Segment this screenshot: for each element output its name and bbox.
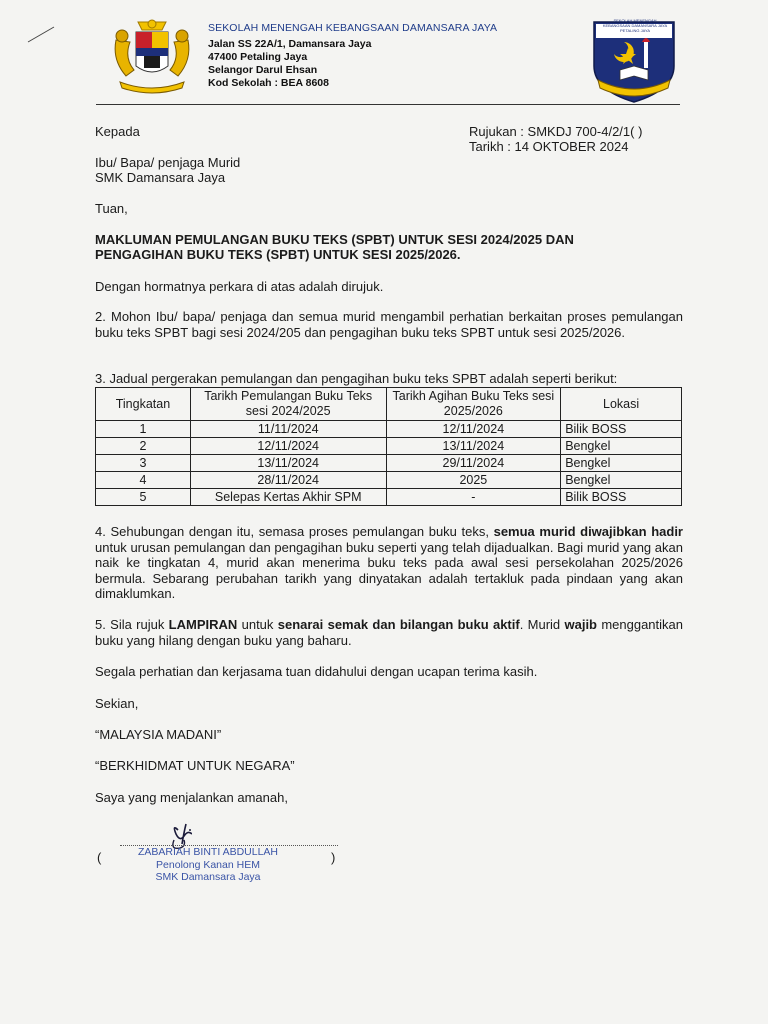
table-cell: Selepas Kertas Akhir SPM — [190, 489, 386, 506]
stamp-title: Penolong Kanan HEM — [156, 859, 260, 871]
address-line: Jalan SS 22A/1, Damansara Jaya — [208, 38, 372, 50]
stamp-school: SMK Damansara Jaya — [155, 871, 261, 883]
table-row — [96, 438, 682, 455]
signature-paren: ( — [97, 850, 102, 865]
table-row — [96, 455, 682, 472]
table-cell: 2025 — [386, 472, 561, 489]
salutation: Tuan, — [95, 201, 128, 216]
table-cell: Bilik BOSS — [561, 421, 682, 438]
address-line: 47400 Petaling Jaya — [208, 51, 308, 63]
table-cell: - — [386, 489, 561, 506]
table-cell: 29/11/2024 — [386, 455, 561, 472]
badge-inscription: SEKOLAH MENENGAH KEBANGSAAN DAMANSARA JAYA PETALING JAYA — [602, 18, 668, 33]
subject-title: MAKLUMAN PEMULANGAN BUKU TEKS (SPBT) UNTUK SESI 2024/2025 DAN — [95, 232, 574, 247]
amanah-line: Saya yang menjalankan amanah, — [95, 790, 288, 805]
column-header: Lokasi — [561, 388, 682, 421]
address-line: Selangor Darul Ehsan — [208, 64, 318, 76]
recipient-line: Ibu/ Bapa/ penjaga Murid — [95, 155, 241, 170]
opening-line: Dengan hormatnya perkara di atas adalah dirujuk. — [95, 279, 384, 294]
table-cell: 4 — [96, 472, 191, 489]
paragraph-text: 4. Sehubungan dengan itu, semasa proses pemulangan buku teks, — [95, 524, 494, 539]
table-cell: 1 — [96, 421, 191, 438]
school-code: Kod Sekolah : BEA 8608 — [208, 77, 329, 89]
letter-date: Tarikh : 14 OKTOBER 2024 — [469, 139, 629, 154]
paragraph-text: . Murid — [519, 617, 565, 632]
paragraph-text: menggantikan buku yang hilang dengan buku yang baharu. — [95, 617, 683, 648]
emphasis-text: LAMPIRAN — [168, 617, 238, 632]
table-cell: 3 — [96, 455, 191, 472]
pen-mark — [28, 27, 54, 43]
slogan: “MALAYSIA MADANI” — [95, 727, 222, 742]
emphasis-text: semua murid diwajibkan hadir — [493, 524, 683, 539]
table-cell: 13/11/2024 — [386, 438, 561, 455]
reference-number: Rujukan : SMKDJ 700-4/2/1( ) — [469, 124, 643, 139]
table-cell: 12/11/2024 — [190, 438, 386, 455]
slogan: “BERKHIDMAT UNTUK NEGARA” — [95, 758, 295, 773]
table-header-row — [96, 388, 682, 421]
closing-line: Segala perhatian dan kerjasama tuan didahului dengan ucapan terima kasih. — [95, 664, 538, 679]
paragraph-5 — [95, 617, 683, 648]
coat-of-arms-logo — [108, 16, 196, 96]
paragraph-2: 2. Mohon Ibu/ bapa/ penjaga dan semua murid mengambil perhatian berkaitan proses pemulangan buku teks SPBT bagi sesi 2024/205 dan pengagihan buku teks SPBT untuk sesi 2025/2026. — [95, 309, 683, 340]
schedule-table — [95, 387, 682, 506]
recipient-line: SMK Damansara Jaya — [95, 170, 226, 185]
table-cell: 12/11/2024 — [386, 421, 561, 438]
paragraph-text: 5. Sila rujuk — [95, 617, 169, 632]
table-cell: 2 — [96, 438, 191, 455]
table-cell: Bengkel — [561, 455, 682, 472]
table-cell: 11/11/2024 — [190, 421, 386, 438]
table-cell: 28/11/2024 — [190, 472, 386, 489]
table-cell: 5 — [96, 489, 191, 506]
column-header: Tarikh Pemulangan Buku Teks sesi 2024/2025 — [190, 388, 386, 421]
subject-title: PENGAGIHAN BUKU TEKS (SPBT) UNTUK SESI 2025/2026. — [95, 247, 461, 262]
table-row — [96, 421, 682, 438]
school-name: SEKOLAH MENENGAH KEBANGSAAN DAMANSARA JAYA — [208, 22, 498, 34]
paragraph-4 — [95, 524, 683, 602]
header-divider — [96, 104, 680, 105]
emphasis-text: wajib — [564, 617, 597, 632]
paragraph-text: untuk urusan pemulangan dan pengagihan buku seperti yang telah dijadualkan. Bagi murid yang akan naik ke tingkatan 4, murid akan menerima buku teks pada awal sesi persekolahan 2025/2026 bermula. Sebarang perubahan tarikh yang dinyatakan adalah tertakluk pada pindaan yang akan dimaklumkan. — [95, 539, 683, 601]
column-header: Tarikh Agihan Buku Teks sesi 2025/2026 — [386, 388, 561, 421]
table-cell: Bengkel — [561, 438, 682, 455]
sekian: Sekian, — [95, 696, 139, 711]
emphasis-text: senarai semak dan bilangan buku aktif — [277, 617, 520, 632]
column-header: Tingkatan — [96, 388, 191, 421]
paragraph-3: 3. Jadual pergerakan pemulangan dan pengagihan buku teks SPBT adalah seperti berikut: — [95, 371, 618, 386]
recipient-kepada: Kepada — [95, 124, 140, 139]
table-cell: Bilik BOSS — [561, 489, 682, 506]
table-cell: 13/11/2024 — [190, 455, 386, 472]
table-row — [96, 472, 682, 489]
table-cell: Bengkel — [561, 472, 682, 489]
signature-paren: ) — [331, 850, 336, 865]
table-row — [96, 489, 682, 506]
paragraph-text: untuk — [237, 617, 278, 632]
stamp-name: ZABARIAH BINTI ABDULLAH — [137, 846, 279, 858]
